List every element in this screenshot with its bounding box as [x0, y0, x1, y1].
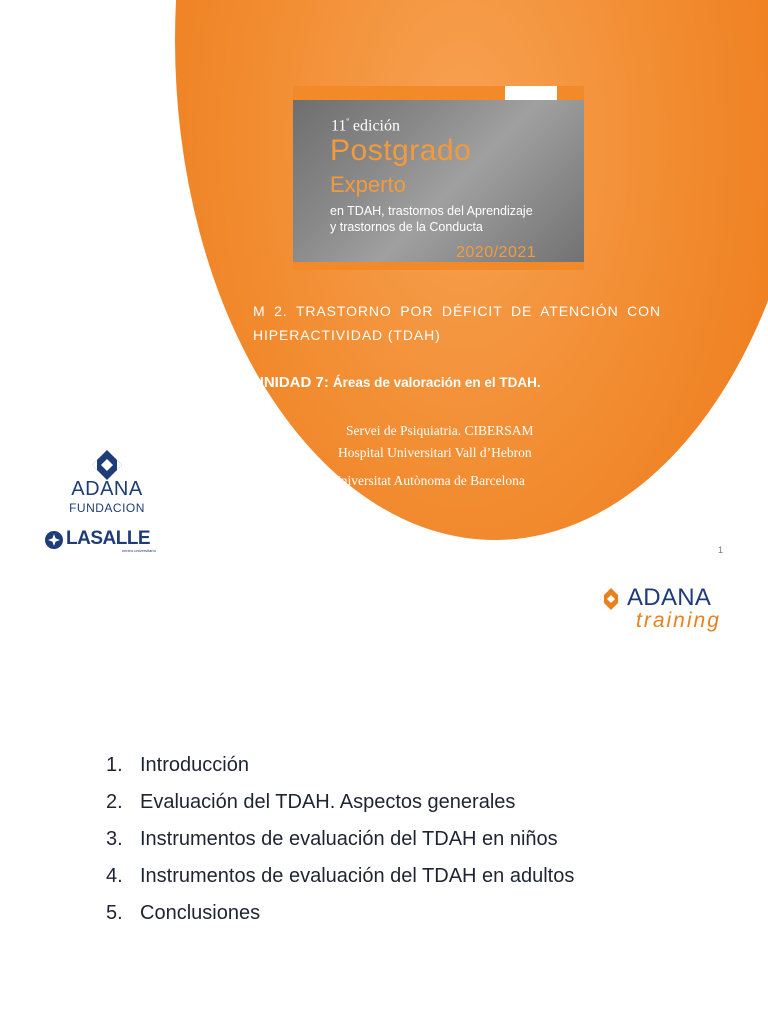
- agenda-item-number: 2.: [106, 791, 123, 813]
- unit-number: UNIDAD 7:: [253, 374, 329, 391]
- adana-training-sub: training: [636, 609, 721, 632]
- agenda-item-text: Instrumentos de evaluación del TDAH en adultos: [140, 865, 575, 887]
- cover-subtitle: en TDAH, trastornos del Aprendizaje: [330, 204, 533, 218]
- agenda-item: [106, 750, 726, 787]
- slide-number: 1: [718, 545, 724, 555]
- course-cover-image: [293, 86, 584, 270]
- agenda-item-text: Instrumentos de evaluación del TDAH en niños: [140, 828, 558, 850]
- agenda-item-number: 3.: [106, 828, 123, 850]
- unit-heading: [253, 374, 541, 391]
- cover-title-second-line: Experto: [330, 172, 406, 197]
- cover-title: Postgrado: [330, 134, 472, 167]
- cover-top-bar: [293, 86, 584, 100]
- unit-title: Áreas de valoración en el TDAH.: [332, 375, 541, 390]
- agenda-item-text: Evaluación del TDAH. Aspectos generales: [140, 791, 516, 813]
- agenda-item: [106, 787, 726, 824]
- cover-subtitle-second-line: y trastornos de la Conducta: [330, 220, 483, 234]
- agenda-item: [106, 898, 726, 935]
- lasalle-star-icon: [44, 530, 64, 550]
- adana-training-name: ADANA: [627, 584, 712, 611]
- agenda-item-number: 1.: [106, 754, 123, 776]
- agenda-list: [106, 750, 726, 935]
- agenda-item-number: 5.: [106, 902, 123, 924]
- cover-edition: $11^ª$ edición: [331, 116, 400, 135]
- lasalle-logo-sub: centro universitario: [122, 548, 156, 553]
- agenda-item: [106, 861, 726, 898]
- institution-line: Hospital Universitari Vall d’Hebron: [338, 445, 532, 460]
- adana-logo-sub: FUNDACION: [69, 501, 145, 515]
- adana-training-logo: [596, 584, 744, 636]
- adana-logo-name: ADANA: [71, 478, 143, 500]
- institution-line: Universitat Autònoma de Barcelona: [331, 473, 525, 488]
- agenda-item-number: 4.: [106, 865, 123, 887]
- lasalle-logo-name: LASALLE: [66, 528, 151, 549]
- cover-years: 2020/2021: [456, 244, 537, 261]
- cover-bottom-bar: [293, 262, 584, 270]
- lasalle-logo: [44, 528, 162, 554]
- adana-training-diamond-icon: [596, 588, 626, 610]
- agenda-item-text: Conclusiones: [140, 902, 261, 924]
- agenda-item: [106, 824, 726, 861]
- adana-diamond-icon: [76, 450, 138, 480]
- adana-fundacion-logo: [52, 449, 162, 525]
- institution-line: Servei de Psiquiatria. CIBERSAM: [346, 423, 534, 438]
- module-heading: M 2. TRASTORNO POR DÉFICIT DE ATENCIÓN CON HIPERACTIVIDAD (TDAH): [253, 303, 661, 343]
- agenda-item-text: Introducción: [140, 754, 249, 776]
